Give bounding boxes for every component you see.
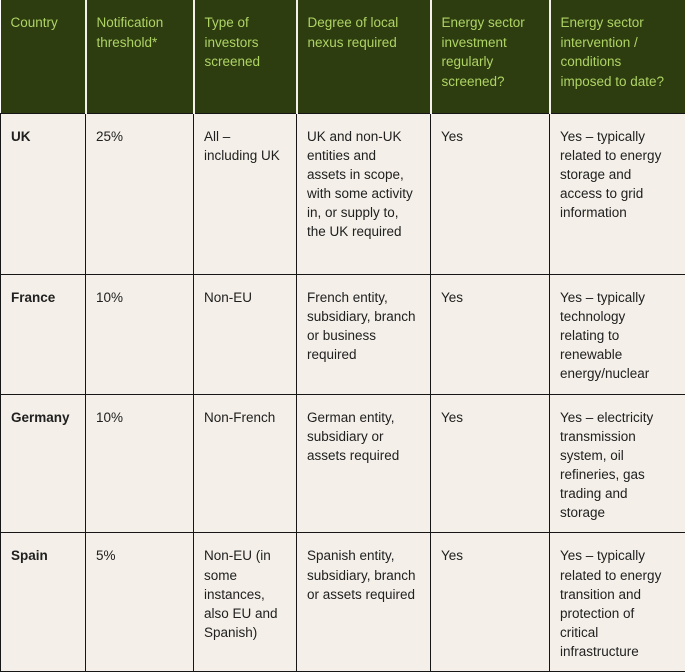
cell-nexus: German entity, subsidiary or assets required (297, 394, 431, 533)
cell-intervention: Yes – typically related to energy transition and protection of critical infrastructure (550, 533, 685, 672)
cell-country: UK (1, 113, 86, 274)
cell-intervention: Yes – typically related to energy storage and access to grid information (550, 113, 685, 274)
cell-screened: Yes (431, 113, 550, 274)
cell-threshold: 25% (86, 113, 194, 274)
cell-investors: Non-EU (in some instances, also EU and Spanish) (194, 533, 297, 672)
col-header-country: Country (1, 0, 86, 113)
cell-screened: Yes (431, 533, 550, 672)
cell-threshold: 10% (86, 394, 194, 533)
cell-country: Germany (1, 394, 86, 533)
cell-threshold: 10% (86, 274, 194, 394)
cell-country: France (1, 274, 86, 394)
col-header-regularly-screened: Energy sector investment regularly screened? (431, 0, 550, 113)
col-header-local-nexus: Degree of local nexus required (297, 0, 431, 113)
cell-nexus: Spanish entity, subsidiary, branch or assets required (297, 533, 431, 672)
cell-intervention: Yes – typically technology relating to renewable energy/nuclear (550, 274, 685, 394)
table-row-france (1, 274, 685, 394)
table-row-uk (1, 113, 685, 274)
col-header-investor-type: Type of investors screened (194, 0, 297, 113)
cell-screened: Yes (431, 274, 550, 394)
cell-investors: Non-French (194, 394, 297, 533)
cell-nexus: French entity, subsidiary, branch or business required (297, 274, 431, 394)
header-row (1, 0, 685, 113)
cell-screened: Yes (431, 394, 550, 533)
cell-investors: Non-EU (194, 274, 297, 394)
col-header-intervention: Energy sector intervention / conditions imposed to date? (550, 0, 685, 113)
cell-country: Spain (1, 533, 86, 672)
table-row-spain (1, 533, 685, 672)
cell-intervention: Yes – electricity transmission system, oil refineries, gas trading and storage (550, 394, 685, 533)
cell-investors: All – including UK (194, 113, 297, 274)
table-row-germany (1, 394, 685, 533)
col-header-notification-threshold: Notification threshold* (86, 0, 194, 113)
cell-nexus: UK and non-UK entities and assets in scope, with some activity in, or supply to, the UK required (297, 113, 431, 274)
cell-threshold: 5% (86, 533, 194, 672)
